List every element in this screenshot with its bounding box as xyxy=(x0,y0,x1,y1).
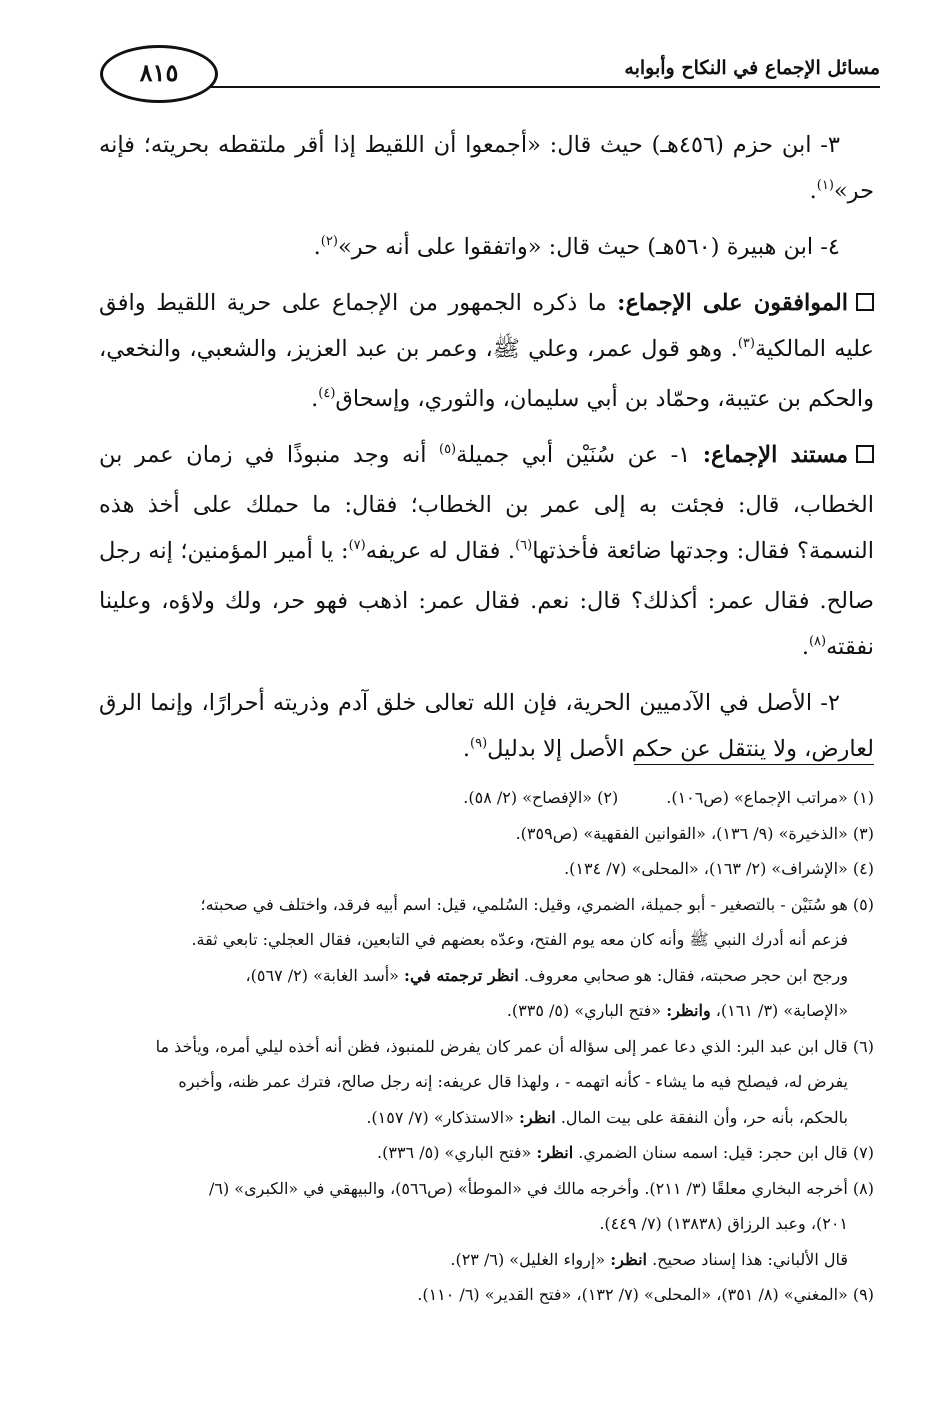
footnote-ref: (٥) xyxy=(438,442,457,457)
main-text xyxy=(99,122,874,782)
footnote-6-cont: بالحكم، بأنه حر، وأن النفقة على بيت المال. انظر: «الاستذكار» (٧/ ١٥٧). xyxy=(366,1107,848,1127)
footnote-7: (٧) قال ابن حجر: قيل: اسمه سنان الضمري. انظر: «فتح الباري» (٥/ ٣٣٦). xyxy=(377,1143,874,1162)
page-header xyxy=(100,45,880,115)
footnote-5-cont: فزعم أنه أدرك النبي ﷺ وأنه كان معه يوم الفتح، وعدّه بعضهم في التابعين، فقال العجلي: تابعي ثقة. xyxy=(191,930,848,949)
footnote-5-cont: «الإصابة» (٣/ ١٦١)، وانظر: «فتح الباري» (٥/ ٣٣٥). xyxy=(506,1001,848,1020)
footnote-ref: (١) xyxy=(816,178,834,193)
paragraph-origin-freedom: ٢- الأصل في الآدميين الحرية، فإن الله تعالى خلق آدم وذريته أحرارًا، وإنما الرق لعارض، ولا ينتقل عن حكم الأصل إلا بدليل$^{(٩)}$. xyxy=(99,690,874,762)
section-lead: الموافقون على الإجماع: xyxy=(617,290,848,316)
footnote-5-cont: ورجح ابن حجر صحبته، فقال: هو صحابي معروف. انظر ترجمته في: «أسد الغابة» (٢/ ٥٦٧)، xyxy=(245,965,848,985)
footnote-6-cont: يفرض له، فيصلح فيه ما يشاء - كأنه اتهمه - ، ولهذا قال عريفه: إنه رجل صالح، فترك عمر ظنه، وأخبره xyxy=(178,1072,848,1091)
footnotes xyxy=(99,780,874,1313)
footnote-8: (٨) أخرجه البخاري معلقًا (٣/ ٢١١). وأخرجه مالك في «الموطأ» (ص٥٦٦)، والبيهقي في «الكبرى» (٦/ xyxy=(208,1178,874,1198)
footnote-ref: (٨) xyxy=(808,634,827,649)
square-bullet-icon xyxy=(856,445,874,463)
running-title: مسائل الإجماع في النكاح وأبوابه xyxy=(624,57,880,79)
footnote-ref: (٩) xyxy=(470,736,488,751)
footnote-4: (٤) «الإشراف» (٢/ ١٦٣)، «المحلى» (٧/ ١٣٤). xyxy=(564,859,874,878)
footnote-ref: (٣) xyxy=(737,336,755,351)
footnote-ref: (٢) xyxy=(320,234,338,249)
header-rule xyxy=(210,86,880,88)
paragraph-concurring: الموافقون على الإجماع: ما ذكره الجمهور من الإجماع على حرية اللقيط وافق عليه المالكية$^{(٣)}$. وهو قول عمر، وعلي ﷺ، وعمر بن عبد العزيز، والشعبي، والنخعي، والحكم بن عتيبة، وحمّاد بن أبي سليمان، والثوري، وإسحاق$^{(٤)}$. xyxy=(99,290,874,412)
footnote-3: (٣) «الذخيرة» (٩/ ١٣٦)، «القوانين الفقهية» (ص٣٥٩). xyxy=(515,823,874,843)
footnote-ref: (٤) xyxy=(318,386,336,401)
paragraph-ibn-hubayra: ٤- ابن هبيرة (٥٦٠هـ) حيث قال: «واتفقوا على أنه حر»$^{(٢)}$. xyxy=(313,234,840,260)
footnote-6: (٦) قال ابن عبد البر: الذي دعا عمر إلى سؤاله أن عمر كان يفرض للمنبوذ، فظن أنه أخذه ليلي أمره، ويأخذ ما xyxy=(155,1036,874,1056)
section-lead: مستند الإجماع: xyxy=(702,442,848,468)
footnote-ref: (٦) xyxy=(515,538,533,553)
footnote-8-cont: ٢٠١)، وعبد الرزاق (١٣٨٣٨) (٧/ ٤٤٩). xyxy=(599,1214,848,1233)
paragraph-ibn-hazm: ٣- ابن حزم (٤٥٦هـ) حيث قال: «أجمعوا أن اللقيط إذا أقر ملتقطه بحريته؛ فإنه حر»$^{(١)}$. xyxy=(99,132,874,204)
footnote-ref: (٧) xyxy=(348,538,366,553)
footnote-rule xyxy=(634,764,874,765)
footnote-5: (٥) هو سُنَيْن - بالتصغير - أبو جميلة، الضمري، وقيل: السُلمي، قيل: اسم أبيه فرقد، واختلف في صحبته؛ xyxy=(200,894,874,914)
footnote-1-2: (١) «مراتب الإجماع» (ص١٠٦). (٢) «الإفصاح» (٢/ ٥٨). xyxy=(463,788,874,807)
square-bullet-icon xyxy=(856,293,874,311)
footnote-9: (٩) «المغني» (٨/ ٣٥١)، «المحلى» (٧/ ١٣٢)، «فتح القدير» (٦/ ١١٠). xyxy=(417,1285,874,1304)
paragraph-basis: مستند الإجماع: ١- عن سُنَيْن أبي جميلة$^{(٥)}$ أنه وجد منبوذًا في زمان عمر بن الخطاب، قال: فجئت به إلى عمر بن الخطاب؛ فقال: ما حملك على أخذ هذه النسمة؟ فقال: وجدتها ضائعة فأخذتها$^{(٦)}$. فقال له عريفه$^{(٧)}$: يا أمير المؤمنين؛ إنه رجل صالح. فقال عمر: أكذلك؟ قال: نعم. فقال عمر: اذهب فهو حر، ولك ولاؤه، وعلينا نفقته$^{(٨)}$. xyxy=(99,442,874,660)
footnote-8-cont: قال الألباني: هذا إسناد صحيح. انظر: «إرواء الغليل» (٦/ ٢٣). xyxy=(450,1249,848,1269)
page-number: ٨١٥ xyxy=(100,45,218,103)
